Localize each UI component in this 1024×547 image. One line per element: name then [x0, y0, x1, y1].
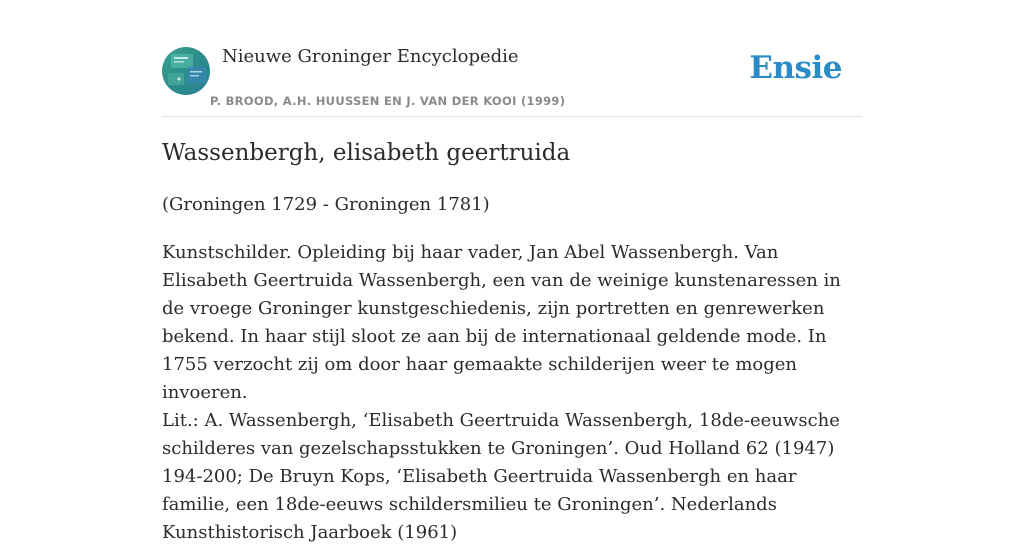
source-authors: P. BROOD, A.H. HUUSSEN EN J. VAN DER KOOI (1999)	[210, 94, 566, 108]
ensie-logo-link[interactable]: Ensie	[749, 50, 842, 86]
source-title[interactable]: Nieuwe Groninger Encyclopedie	[222, 46, 519, 67]
entry-literature: Lit.: A. Wassenbergh, ‘Elisabeth Geertruida Wassenbergh, 18de-eeuwsche schilderes van gezelschapsstukken te Groningen’. Oud Holland 62 (1947) 194-200; De Bruyn Kops, ‘Elisabeth Geertruida Wassenbergh en haar familie, een 18de-eeuws schildersmilieu te Groningen’. Nederlands Kunsthistorisch Jaarboek (1961)	[162, 410, 840, 543]
entry-title: Wassenbergh, elisabeth geertruida	[162, 140, 571, 166]
entry-body-text: Kunstschilder. Opleiding bij haar vader, Jan Abel Wassenbergh. Van Elisabeth Geertruida Wassenbergh, een van de weinige kunstenaressen in de vroege Groninger kunstgeschiedenis, zijn portretten en genrewerken bekend. In haar stijl sloot ze aan bij de internationaal geldende mode. In 1755 verzocht zij om door haar gemaakte schilderijen weer te mogen invoeren.	[162, 242, 841, 403]
entry-dates: (Groningen 1729 - Groningen 1781)	[162, 194, 490, 215]
encyclopedia-cover-icon[interactable]	[162, 47, 210, 95]
source-header	[162, 0, 862, 117]
page	[162, 0, 862, 543]
